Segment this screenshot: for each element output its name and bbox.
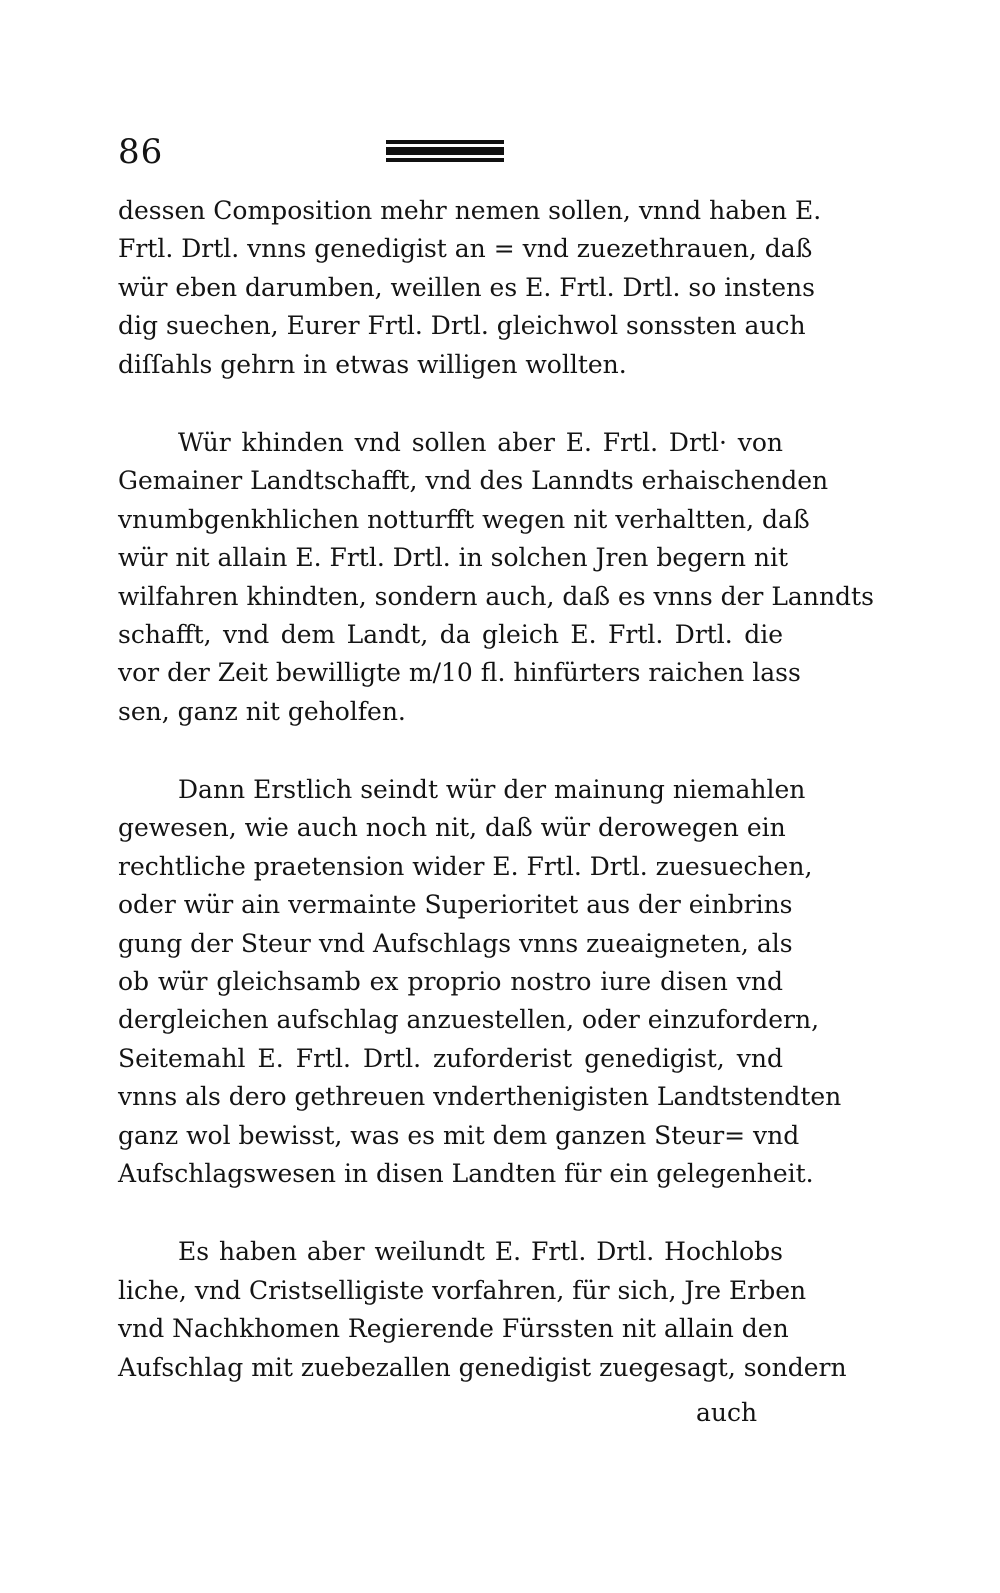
text-line: Es haben aber weilundt E. Frtl. Drtl. Hochlobs	[178, 1237, 783, 1267]
text-line: ganz wol bewisst, was es mit dem ganzen Steur= vnd	[118, 1120, 800, 1150]
paragraph-gap	[118, 384, 783, 424]
ornament-bar-thick	[386, 147, 504, 155]
text-line: wür nit allain E. Frtl. Drtl. in solchen Jren begern nit	[118, 543, 789, 573]
paragraph	[118, 424, 874, 731]
text-line: vnd Nachkhomen Regierende Fürssten nit allain den	[118, 1314, 789, 1344]
text-line: liche, vnd Cristselligiste vorfahren, für sich, Jre Erben	[118, 1275, 807, 1305]
text-line: Aufschlagswesen in disen Landten für ein gelegenheit.	[118, 1158, 814, 1188]
text-line: dergleichen aufschlag anzuestellen, oder einzufordern,	[118, 1005, 820, 1035]
text-line: wür eben darumben, weillen es E. Frtl. Drtl. so instens	[118, 272, 815, 302]
text-line: vnns als dero gethreuen vnderthenigisten Landtstendten	[118, 1082, 842, 1112]
text-line: Seitemahl E. Frtl. Drtl. zuforderist genedigist, vnd	[118, 1043, 783, 1073]
text-line: dig suechen, Eurer Frtl. Drtl. gleichwol sonssten auch	[118, 311, 806, 341]
catchword: auch	[696, 1398, 758, 1427]
ornament-bar-thin-bottom	[386, 158, 504, 162]
text-line: vor der Zeit bewilligte m/10 fl. hinfürters raichen lass	[118, 658, 801, 688]
paragraph	[118, 1233, 847, 1387]
text-line: Wür khinden vnd sollen aber E. Frtl. Drtl· von	[178, 427, 783, 457]
text-line: gewesen, wie auch noch nit, daß wür derowegen ein	[118, 813, 786, 843]
text-line: diſſahls gehrn in etwas willigen wollten.	[118, 349, 627, 379]
paragraph	[118, 771, 842, 1193]
text-line: sen, ganz nit geholfen.	[118, 696, 406, 726]
text-line: oder wür ain vermainte Superioritet aus der einbrins	[118, 890, 793, 920]
text-line: Frtl. Drtl. vnns genedigist an = vnd zuezethrauen, daß	[118, 234, 813, 264]
text-line: Aufschlag mit zuebezallen genedigist zuegesagt, sondern	[118, 1352, 847, 1382]
ornament-bar-thin-top	[386, 140, 504, 144]
text-line: vnumbgenkhlichen notturfft wegen nit verhaltten, daß	[118, 504, 810, 534]
text-line: schafft, vnd dem Landt, da gleich E. Frtl. Drtl. die	[118, 619, 783, 649]
text-line: gung der Steur vnd Aufschlags vnns zueaigneten, als	[118, 928, 793, 958]
text-line: ob wür gleichsamb ex proprio nostro iure disen vnd	[118, 967, 783, 997]
text-line: wilfahren khindten, sondern auch, daß es vnns der Lanndts	[118, 581, 874, 611]
text-line: Gemainer Landtschafft, vnd des Lanndts erhaischenden	[118, 466, 829, 496]
body-text	[118, 192, 874, 1387]
text-line: Dann Erstlich seindt wür der mainung niemahlen	[178, 775, 806, 805]
paragraph-gap	[118, 1193, 783, 1233]
text-line: dessen Composition mehr nemen sollen, vnnd haben E.	[118, 196, 822, 225]
page-number: 86	[118, 132, 164, 172]
paragraph-gap	[118, 731, 783, 771]
header-ornament-rule	[386, 140, 504, 162]
paragraph	[118, 192, 822, 384]
text-line: rechtliche praetension wider E. Frtl. Drtl. zuesuechen,	[118, 851, 813, 881]
